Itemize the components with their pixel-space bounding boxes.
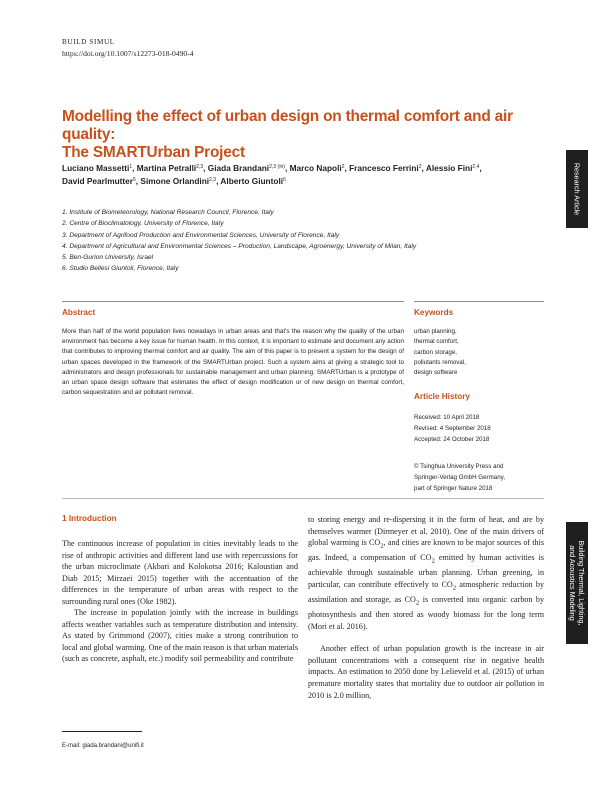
affiliation-item: 1. Institute of Biometeorology, National Research Council, Florence, Italy xyxy=(62,209,274,216)
author-name xyxy=(62,163,134,173)
intro-paragraph-2: The increase in population jointly with the increase in buildings affects weather variables such as temperature distribution and intensity. As stated by Grimmond (2007), cities make a strong contribution to local and global warming. One of the main reason is that urban materials (such as concrete, asphalt, etc.) modify soil permeability and contribute xyxy=(62,608,298,664)
category-line-1: Building Thermal, Lighting, xyxy=(577,540,586,626)
text-run: to storing energy and re-dispersing it in the form of heat, and are by themselves warmer (Dirmeyer et al. 2010). One of the main drivers of global warming is CO xyxy=(308,515,544,548)
author-name xyxy=(220,176,285,186)
title-line-2: The SMARTUrban Project xyxy=(62,144,245,161)
category-tab xyxy=(566,522,588,644)
author-name xyxy=(208,163,288,173)
history-heading: Article History xyxy=(414,392,470,401)
author-separator: , xyxy=(479,163,482,173)
subscript: 2 xyxy=(380,542,384,550)
author-name-text: Simone Orlandini xyxy=(140,175,210,186)
paper-title xyxy=(62,108,562,162)
text-run: emitted by human activities is achievable through sustainable urban planning. Urban greening, in particular, can contribute effectively to CO xyxy=(308,553,544,589)
author-separator: , xyxy=(135,175,139,186)
author-name-text: Alessio Fini xyxy=(425,163,473,173)
history-revised: Revised: 4 September 2018 xyxy=(414,425,491,433)
keyword-item: design software xyxy=(414,369,458,377)
affiliation-item: 5. Ben-Gurion University, Israel xyxy=(62,254,154,262)
history-received: Received: 10 April 2018 xyxy=(414,414,480,421)
subscript: 2 xyxy=(452,584,457,592)
footnote-email[interactable]: E-mail: giada.brandani@unifi.it xyxy=(62,743,144,749)
history-list xyxy=(414,412,544,446)
author-affiliation-marker: 2,3 (✉) xyxy=(269,164,285,170)
intro-paragraph-1: The continuous increase of population in cities inevitably leads to the rise of anthropic activities and different land use with repercussions for the urban microclimate (Akbari and Kolokotsa 2016; Kaloustian and Diab 2015; Mirzaei 2015) together with the accentuation of the differences in the temperature of urban areas with respect to the surrounding rural ones (Oke 1982). xyxy=(62,539,298,606)
copyright-line: Springer-Verlag GmbH Germany, xyxy=(414,474,506,482)
author-affiliation-marker: 6 xyxy=(283,176,286,183)
intro-paragraph-3 xyxy=(308,514,544,632)
research-article-label: Research Article xyxy=(572,162,582,216)
keyword-item: thermal comfort, xyxy=(414,338,459,346)
history-accepted: Accepted: 24 October 2018 xyxy=(414,436,490,444)
author-separator: , xyxy=(203,163,206,173)
author-affiliation-marker: 2,4 xyxy=(472,164,480,170)
author-name-text: Alberto Giuntoli xyxy=(220,175,284,186)
subscript: 2 xyxy=(415,599,420,607)
author-affiliation-marker: 2 xyxy=(341,164,345,170)
copyright-line: part of Springer Nature 2018 xyxy=(414,485,493,493)
keywords-heading: Keywords xyxy=(414,308,454,317)
keyword-item: pollutants removal, xyxy=(414,358,466,366)
abstract-text: More than half of the world population lives nowadays in urban areas and that's the reason why the quality of the urban environment has become a key issue for human health. In this context, it is important to estimate and document any action that contributes to improving thermal comfort and air quality. The aim of this paper is to present a system for the design of urban spaces developed in the framework of the SMARTUrban project. Such a system aims at giving a strategic tool to administrators and design professionals for sustainable management and urban planning. SMARTUrban is a prototype of an urban space design software that estimates the effect of design modification or of new design on thermal comfort, carbon sequestration and air pollutant removal. xyxy=(62,328,404,397)
author-name-text: Luciano Massetti xyxy=(62,163,130,173)
author-separator: , xyxy=(344,163,347,173)
affiliation-list xyxy=(62,207,542,275)
author-affiliation-marker: 5 xyxy=(133,176,136,183)
author-separator: , xyxy=(216,175,219,186)
title-line-1: Modelling the effect of urban design on thermal comfort and air quality: xyxy=(62,108,513,143)
copyright-line: © Tsinghua University Press and xyxy=(414,463,504,470)
category-label xyxy=(568,541,586,626)
author-name-text: Martina Petralli xyxy=(136,163,197,173)
body-column-right xyxy=(308,514,544,701)
footnote-rule xyxy=(62,731,142,732)
author-name xyxy=(349,163,424,173)
author-name xyxy=(140,176,218,186)
author-name xyxy=(137,163,206,173)
keywords-list xyxy=(414,327,544,378)
author-separator: , xyxy=(284,163,288,173)
abstract-heading: Abstract xyxy=(62,308,96,317)
body-column-left xyxy=(62,538,298,665)
author-name xyxy=(426,163,482,173)
keyword-item: carbon storage, xyxy=(414,348,457,356)
journal-name: BUILD SIMUL xyxy=(62,38,115,46)
author-name-text: Francesco Ferrini xyxy=(349,163,419,173)
author-name xyxy=(62,176,138,186)
author-list xyxy=(62,162,542,187)
text-run: is converted into organic carbon by photosynthesis and then stored as woody biomass for the long term (Mori et al. 2016). xyxy=(308,595,544,631)
copyright-notice xyxy=(414,461,544,495)
category-line-2: and Acoustics Modeling xyxy=(568,545,577,621)
author-name-text: David Pearlmutter xyxy=(62,175,134,186)
affiliation-item: 6. Studio Bellesi Giuntoli, Florence, Italy xyxy=(62,265,179,273)
author-separator: , xyxy=(132,163,135,173)
author-name-text: Giada Brandani xyxy=(207,163,270,173)
body-rule xyxy=(62,498,544,499)
doi-link[interactable]: https://doi.org/10.1007/s12273-018-0490-4 xyxy=(62,49,194,58)
abstract-rule xyxy=(62,301,404,302)
research-article-tab xyxy=(566,150,588,228)
affiliation-item: 3. Department of Agrifood Production and Environmental Sciences, University of Florence, Italy xyxy=(62,231,340,239)
author-affiliation-marker: 2,3 xyxy=(209,176,217,183)
author-separator: , xyxy=(421,163,424,173)
subscript: 2 xyxy=(431,557,435,565)
introduction-heading: 1 Introduction xyxy=(62,514,117,523)
author-name xyxy=(290,163,347,173)
keywords-rule xyxy=(414,301,544,302)
affiliation-item: 2. Centre of Bioclimatology, University of Florence, Italy xyxy=(62,220,224,228)
keyword-item: urban planning, xyxy=(414,328,457,335)
author-affiliation-marker: 2 xyxy=(418,164,422,170)
text-run: atmospheric reduction by assimilation and storage, as CO xyxy=(308,579,544,605)
intro-paragraph-4: Another effect of urban population growth is the increase in air pollutant concentrations with a consequent rise in negative health impacts. An estimation to 2050 done by Lelieveld et al. (2015) of urban premature mortality states that mortality due to outdoor air pollution in 2010 is 2.0 million, xyxy=(308,644,544,700)
author-name-text: Marco Napoli xyxy=(289,163,342,173)
affiliation-item: 4. Department of Agricultural and Environmental Sciences – Production, Landscape, Agroenergy, University of Milan, Italy xyxy=(62,242,417,250)
author-affiliation-marker: 2,3 xyxy=(196,164,204,170)
author-affiliation-marker: 1 xyxy=(129,164,133,170)
text-run: , and cities are known to be major sources of this gas. Indeed, a compensation of CO xyxy=(308,538,544,563)
